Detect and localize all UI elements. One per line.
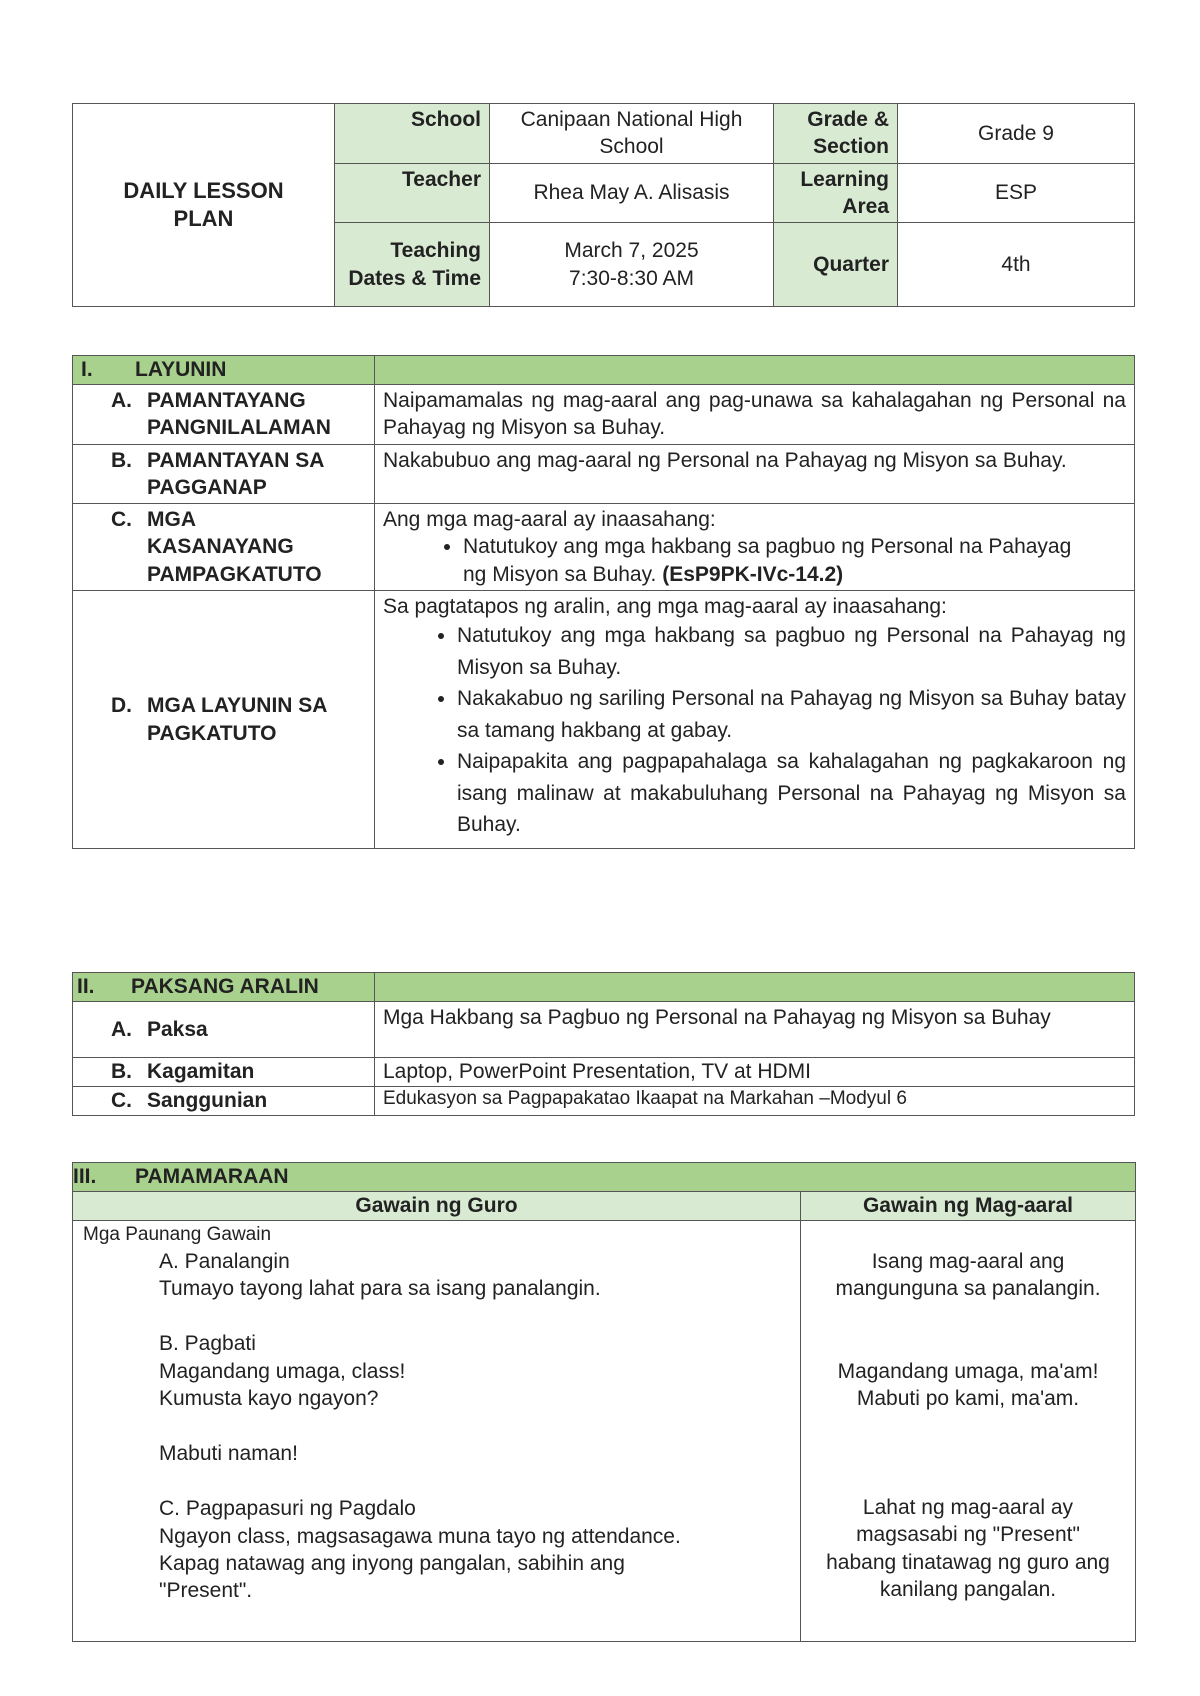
- pamantayan-sa-pagganap-text: Nakabubuo ang mag-aaral ng Personal na Pahayag ng Misyon sa Buhay.: [375, 444, 1135, 504]
- row-letter-b: B.: [111, 448, 132, 472]
- gawain-guro-header: Gawain ng Guro: [73, 1192, 801, 1221]
- gawain-guro-cell: [73, 1221, 801, 1642]
- list-item: • Naipapakita ang pagpapahalaga sa kahalagahan ng pagkakaroon ng isang malinaw at makabuluhang Personal na Pahayag ng Misyon sa Buhay.: [457, 746, 1126, 841]
- row-label-c: MGA KASANAYANG PAMPAGKATUTO: [147, 508, 322, 586]
- paunang-gawain-label: Mga Paunang Gawain: [83, 1224, 272, 1245]
- kasanayang-intro: Ang mga mag-aaral ay inaasahang:: [383, 508, 716, 532]
- competency-code: (EsP9PK-IVc-14.2): [662, 562, 844, 586]
- teacher-value: Rhea May A. Alisasis: [490, 163, 774, 223]
- pagbati-line-1: Magandang umaga, class!: [159, 1359, 406, 1383]
- paksang-aralin-roman: II.: [77, 975, 95, 998]
- school-label: School: [335, 104, 490, 164]
- pagbati-response-1: Magandang umaga, ma'am!: [837, 1359, 1099, 1383]
- pagbati-title: B. Pagbati: [159, 1332, 256, 1356]
- row-letter-c: C.: [111, 508, 132, 532]
- layunin-title: LAYUNIN: [135, 358, 227, 381]
- layunin-table: [72, 355, 1135, 849]
- teaching-dates-label: Teaching Dates & Time: [335, 223, 490, 307]
- row-label-b: PAMANTAYAN SA PAGGANAP: [147, 448, 324, 499]
- learning-area-label: Learning Area: [774, 163, 898, 223]
- paksa-text: Mga Hakbang sa Pagbuo ng Personal na Pahayag ng Misyon sa Buhay: [375, 1002, 1135, 1058]
- pamamaraan-roman: III.: [73, 1165, 97, 1188]
- teaching-dates-value: [490, 223, 774, 307]
- gawain-mag-aaral-header: Gawain ng Mag-aaral: [801, 1192, 1136, 1221]
- pamamaraan-table: [72, 1162, 1136, 1642]
- row-label-sanggunian: Sanggunian: [147, 1089, 268, 1112]
- paksang-aralin-header: [73, 973, 375, 1002]
- panalangin-response: Isang mag-aaral ang mangunguna sa panalangin.: [835, 1250, 1101, 1301]
- panalangin-title: A. Panalangin: [159, 1249, 290, 1273]
- row-letter-c: C.: [111, 1089, 132, 1112]
- layunin-sa-pagkatuto-text: [375, 591, 1135, 849]
- teaching-date: March 7, 2025: [564, 239, 699, 263]
- layunin-header: [73, 356, 375, 385]
- sanggunian-text: Edukasyon sa Pagpapakatao Ikaapat na Markahan –Modyul 6: [375, 1087, 1135, 1116]
- row-label-d: MGA LAYUNIN SA PAGKATUTO: [147, 694, 327, 745]
- kagamitan-label: [73, 1058, 375, 1087]
- row-letter-b: B.: [111, 1060, 132, 1083]
- pamantayang-pangnilalaman-label: [73, 385, 375, 445]
- sanggunian-label: [73, 1087, 375, 1116]
- pagdalo-response: Lahat ng mag-aaral ay magsasabi ng "Present" habang tinatawag ng guro ang kanilang pangalan.: [826, 1496, 1110, 1602]
- grade-section-value: Grade 9: [898, 104, 1135, 164]
- grade-section-label: Grade & Section: [774, 104, 898, 164]
- paksang-aralin-title: PAKSANG ARALIN: [131, 975, 319, 998]
- pamamaraan-title: PAMAMARAAN: [135, 1165, 289, 1188]
- pagdalo-title: C. Pagpapasuri ng Pagdalo: [159, 1497, 416, 1521]
- pagdalo-text-1: Ngayon class, magsasagawa muna tayo ng attendance.: [159, 1524, 681, 1548]
- mabuti-naman: Mabuti naman!: [159, 1442, 298, 1466]
- pamantayang-pangnilalaman-text: Naipamamalas ng mag-aaral ang pag-unawa sa kahalagahan ng Personal na Pahayag ng Misyon sa Buhay.: [375, 385, 1135, 445]
- row-label-kagamitan: Kagamitan: [147, 1060, 255, 1083]
- row-letter-a: A.: [111, 389, 132, 412]
- learning-area-value: ESP: [898, 163, 1135, 223]
- list-item: • Nakakabuo ng sariling Personal na Pahayag ng Misyon sa Buhay batay sa tamang hakbang at gabay.: [457, 683, 1126, 746]
- layunin-intro: Sa pagtatapos ng aralin, ang mga mag-aaral ay inaasahang:: [383, 595, 947, 619]
- header-table: [72, 103, 1135, 307]
- list-item: [463, 533, 1126, 588]
- layunin-header-blank: [375, 356, 1135, 385]
- quarter-value: 4th: [898, 223, 1135, 307]
- paksang-aralin-table: [72, 972, 1135, 1116]
- paksang-aralin-header-blank: [375, 973, 1135, 1002]
- list-item: • Natutukoy ang mga hakbang sa pagbuo ng Personal na Pahayag ng Misyon sa Buhay.: [457, 620, 1126, 683]
- gawain-mag-aaral-cell: [801, 1221, 1136, 1642]
- layunin-sa-pagkatuto-label: [73, 591, 375, 849]
- teacher-label: Teacher: [335, 163, 490, 223]
- kagamitan-text: Laptop, PowerPoint Presentation, TV at HDMI: [375, 1058, 1135, 1087]
- pamantayan-sa-pagganap-label: [73, 444, 375, 504]
- kasanayang-bullet: Natutukoy ang mga hakbang sa pagbuo ng Personal na Pahayag ng Misyon sa Buhay.: [463, 535, 1072, 586]
- kasanayang-pampagkatuto-text: [375, 504, 1135, 591]
- lesson-plan-title: DAILY LESSON PLAN: [73, 104, 335, 307]
- kasanayang-pampagkatuto-label: [73, 504, 375, 591]
- row-label-a: PAMANTAYANG PANGNILALAMAN: [147, 389, 331, 440]
- layunin-roman: I.: [81, 358, 93, 381]
- row-letter-a: A.: [111, 1017, 132, 1041]
- pagbati-response-2: Mabuti po kami, ma'am.: [856, 1386, 1080, 1410]
- pagdalo-text-2: Kapag natawag ang inyong pangalan, sabihin ang "Present".: [159, 1552, 625, 1603]
- panalangin-text: Tumayo tayong lahat para sa isang panalangin.: [159, 1276, 601, 1300]
- row-label-paksa: Paksa: [147, 1017, 208, 1041]
- teaching-time: 7:30-8:30 AM: [569, 266, 694, 290]
- pamamaraan-header: [73, 1163, 1136, 1192]
- paksa-label: [73, 1002, 375, 1058]
- quarter-label: Quarter: [774, 223, 898, 307]
- school-value: Canipaan National High School: [490, 104, 774, 164]
- pagbati-line-2: Kumusta kayo ngayon?: [159, 1386, 379, 1410]
- row-letter-d: D.: [111, 694, 132, 718]
